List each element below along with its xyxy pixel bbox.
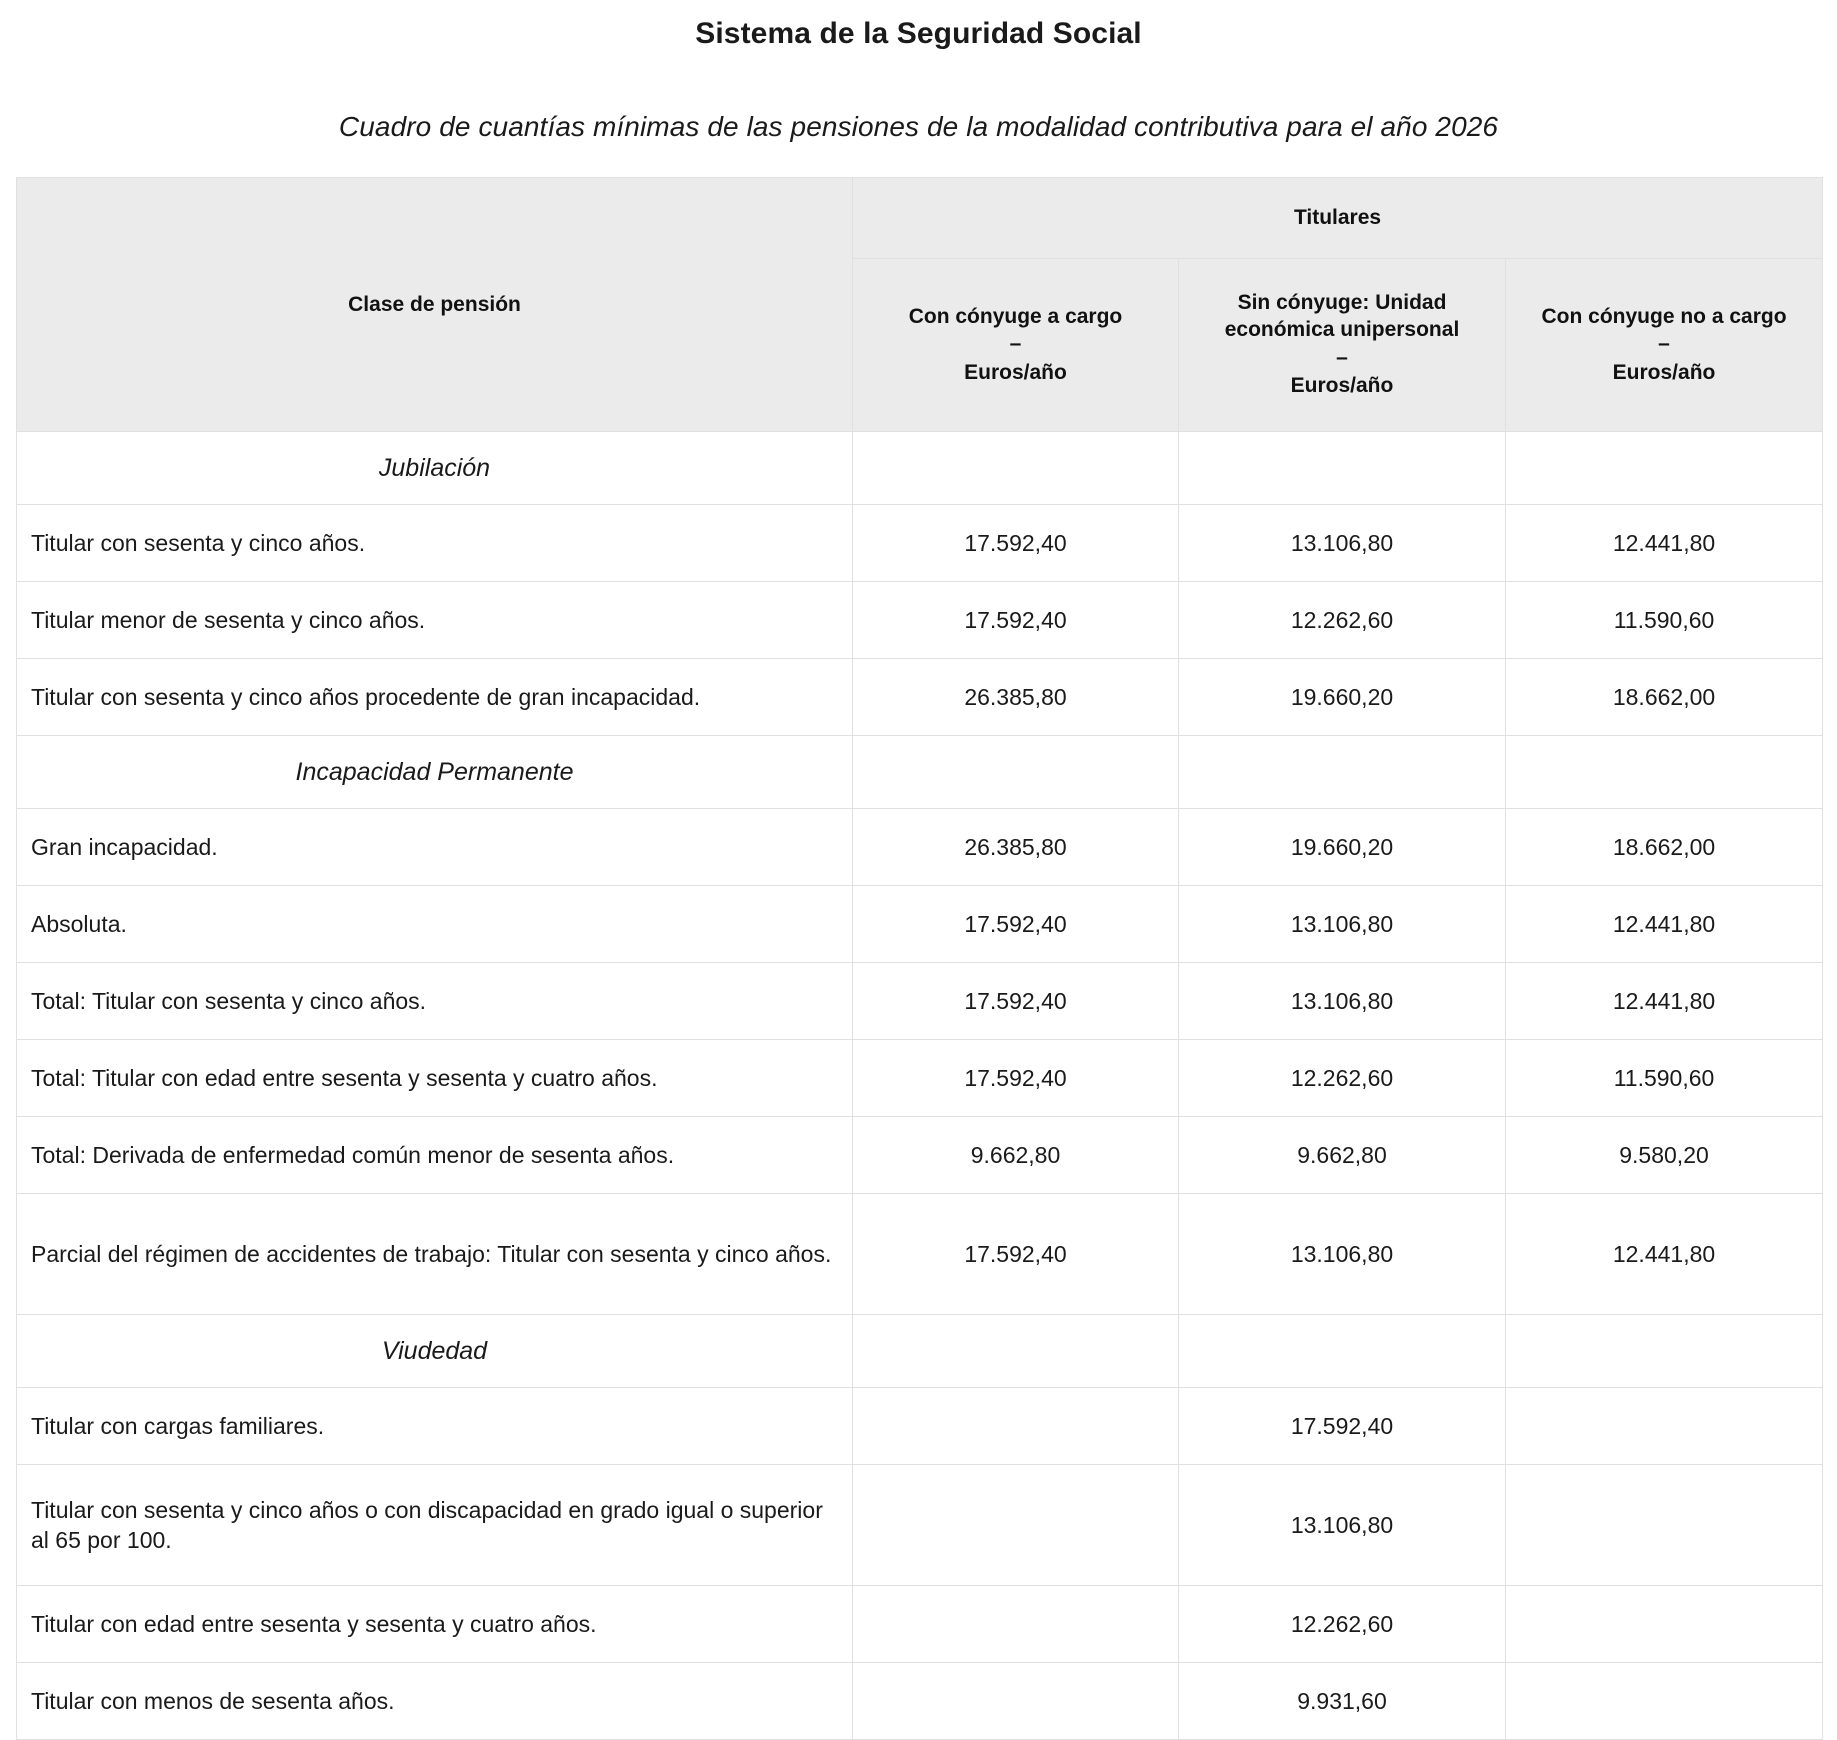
cell-con-conyuge-no-a-cargo [1506,1465,1823,1586]
table-body [17,432,1823,1740]
cell-con-conyuge-a-cargo: 17.592,40 [853,582,1179,659]
cell-con-conyuge-a-cargo: 17.592,40 [853,1194,1179,1315]
cell-sin-conyuge [1179,736,1506,809]
cell-con-conyuge-no-a-cargo [1506,1315,1823,1388]
cell-sin-conyuge: 19.660,20 [1179,809,1506,886]
cell-con-conyuge-a-cargo: 26.385,80 [853,809,1179,886]
cell-con-conyuge-no-a-cargo [1506,432,1823,505]
cell-sin-conyuge: 13.106,80 [1179,963,1506,1040]
cell-clase-de-pension: Titular con sesenta y cinco años. [17,505,853,582]
cell-con-conyuge-no-a-cargo: 12.441,80 [1506,505,1823,582]
section-label: Incapacidad Permanente [17,736,853,809]
table-row [17,582,1823,659]
cell-con-conyuge-a-cargo: 17.592,40 [853,963,1179,1040]
cell-clase-de-pension: Titular con sesenta y cinco años o con discapacidad en grado igual o superior al 65 por 100. [17,1465,853,1586]
cell-clase-de-pension: Absoluta. [17,886,853,963]
cell-sin-conyuge: 12.262,60 [1179,1040,1506,1117]
cell-sin-conyuge: 13.106,80 [1179,505,1506,582]
pension-table-container [16,177,1822,1740]
column-header-clase-de-pension: Clase de pensión [17,178,853,432]
column-header-dash: – [1658,332,1670,356]
cell-clase-de-pension: Titular con menos de sesenta años. [17,1663,853,1740]
table-row [17,1040,1823,1117]
table-row [17,1388,1823,1465]
cell-con-conyuge-a-cargo [853,1315,1179,1388]
cell-con-conyuge-a-cargo [853,736,1179,809]
cell-con-conyuge-no-a-cargo: 11.590,60 [1506,1040,1823,1117]
cell-clase-de-pension: Total: Derivada de enfermedad común menor de sesenta años. [17,1117,853,1194]
column-header-unit: Euros/año [1612,360,1716,384]
table-row [17,1194,1823,1315]
column-header-sin-conyuge-unidad-economica-unipersonal [1179,259,1506,432]
cell-clase-de-pension: Parcial del régimen de accidentes de trabajo: Titular con sesenta y cinco años. [17,1194,853,1315]
cell-con-conyuge-no-a-cargo [1506,1586,1823,1663]
table-row [17,886,1823,963]
table-row [17,963,1823,1040]
cell-con-conyuge-no-a-cargo: 12.441,80 [1506,1194,1823,1315]
page-subtitle: Cuadro de cuantías mínimas de las pensiones de la modalidad contributiva para el año 2026 [338,111,1499,142]
column-header-dash: – [1009,332,1022,356]
cell-sin-conyuge: 13.106,80 [1179,1194,1506,1315]
cell-sin-conyuge: 12.262,60 [1179,1586,1506,1663]
table-row [17,1117,1823,1194]
cell-sin-conyuge: 19.660,20 [1179,659,1506,736]
cell-con-conyuge-a-cargo [853,432,1179,505]
cell-clase-de-pension: Gran incapacidad. [17,809,853,886]
table-head-row-group [17,178,1823,259]
cell-con-conyuge-a-cargo [853,1663,1179,1740]
cell-con-conyuge-no-a-cargo: 18.662,00 [1506,809,1823,886]
column-header-label: Con cónyuge a cargo [908,304,1123,328]
column-header-con-conyuge-a-cargo [853,259,1179,432]
table-row [17,1586,1823,1663]
table-row [17,659,1823,736]
table-head [17,178,1823,432]
cell-clase-de-pension: Titular con cargas familiares. [17,1388,853,1465]
cell-sin-conyuge: 13.106,80 [1179,1465,1506,1586]
pension-amounts-table [16,177,1823,1740]
cell-con-conyuge-no-a-cargo: 12.441,80 [1506,886,1823,963]
cell-sin-conyuge [1179,1315,1506,1388]
cell-clase-de-pension: Total: Titular con edad entre sesenta y sesenta y cuatro años. [17,1040,853,1117]
column-header-dash: – [1336,345,1348,369]
table-row [17,1465,1823,1586]
column-group-header-titulares: Titulares [853,178,1823,259]
cell-clase-de-pension: Titular con sesenta y cinco años procedente de gran incapacidad. [17,659,853,736]
table-section-row [17,1315,1823,1388]
cell-con-conyuge-no-a-cargo: 11.590,60 [1506,582,1823,659]
cell-con-conyuge-a-cargo [853,1465,1179,1586]
section-label: Viudedad [17,1315,853,1388]
cell-clase-de-pension: Total: Titular con sesenta y cinco años. [17,963,853,1040]
cell-sin-conyuge: 12.262,60 [1179,582,1506,659]
cell-sin-conyuge: 17.592,40 [1179,1388,1506,1465]
section-label: Jubilación [17,432,853,505]
cell-con-conyuge-a-cargo: 26.385,80 [853,659,1179,736]
column-header-label: Con cónyuge no a cargo [1541,304,1787,328]
cell-con-conyuge-a-cargo: 17.592,40 [853,886,1179,963]
page-title: Sistema de la Seguridad Social [695,17,1142,50]
cell-con-conyuge-no-a-cargo: 9.580,20 [1506,1117,1823,1194]
cell-con-conyuge-no-a-cargo: 12.441,80 [1506,963,1823,1040]
table-row [17,809,1823,886]
cell-sin-conyuge: 9.931,60 [1179,1663,1506,1740]
cell-con-conyuge-no-a-cargo [1506,736,1823,809]
cell-con-conyuge-no-a-cargo: 18.662,00 [1506,659,1823,736]
cell-con-conyuge-a-cargo: 17.592,40 [853,505,1179,582]
column-header-unit: Euros/año [1290,374,1394,398]
column-header-label: Sin cónyuge: Unidad económica unipersonal [1224,291,1460,341]
table-section-row [17,736,1823,809]
cell-clase-de-pension: Titular con edad entre sesenta y sesenta y cuatro años. [17,1586,853,1663]
cell-con-conyuge-a-cargo: 9.662,80 [853,1117,1179,1194]
table-section-row [17,432,1823,505]
cell-sin-conyuge: 9.662,80 [1179,1117,1506,1194]
column-header-unit: Euros/año [964,360,1067,384]
cell-sin-conyuge [1179,432,1506,505]
cell-con-conyuge-a-cargo: 17.592,40 [853,1040,1179,1117]
table-row [17,1663,1823,1740]
cell-clase-de-pension: Titular menor de sesenta y cinco años. [17,582,853,659]
cell-con-conyuge-a-cargo [853,1388,1179,1465]
cell-con-conyuge-no-a-cargo [1506,1388,1823,1465]
cell-con-conyuge-a-cargo [853,1586,1179,1663]
cell-sin-conyuge: 13.106,80 [1179,886,1506,963]
column-header-con-conyuge-no-a-cargo [1506,259,1823,432]
table-row [17,505,1823,582]
cell-con-conyuge-no-a-cargo [1506,1663,1823,1740]
